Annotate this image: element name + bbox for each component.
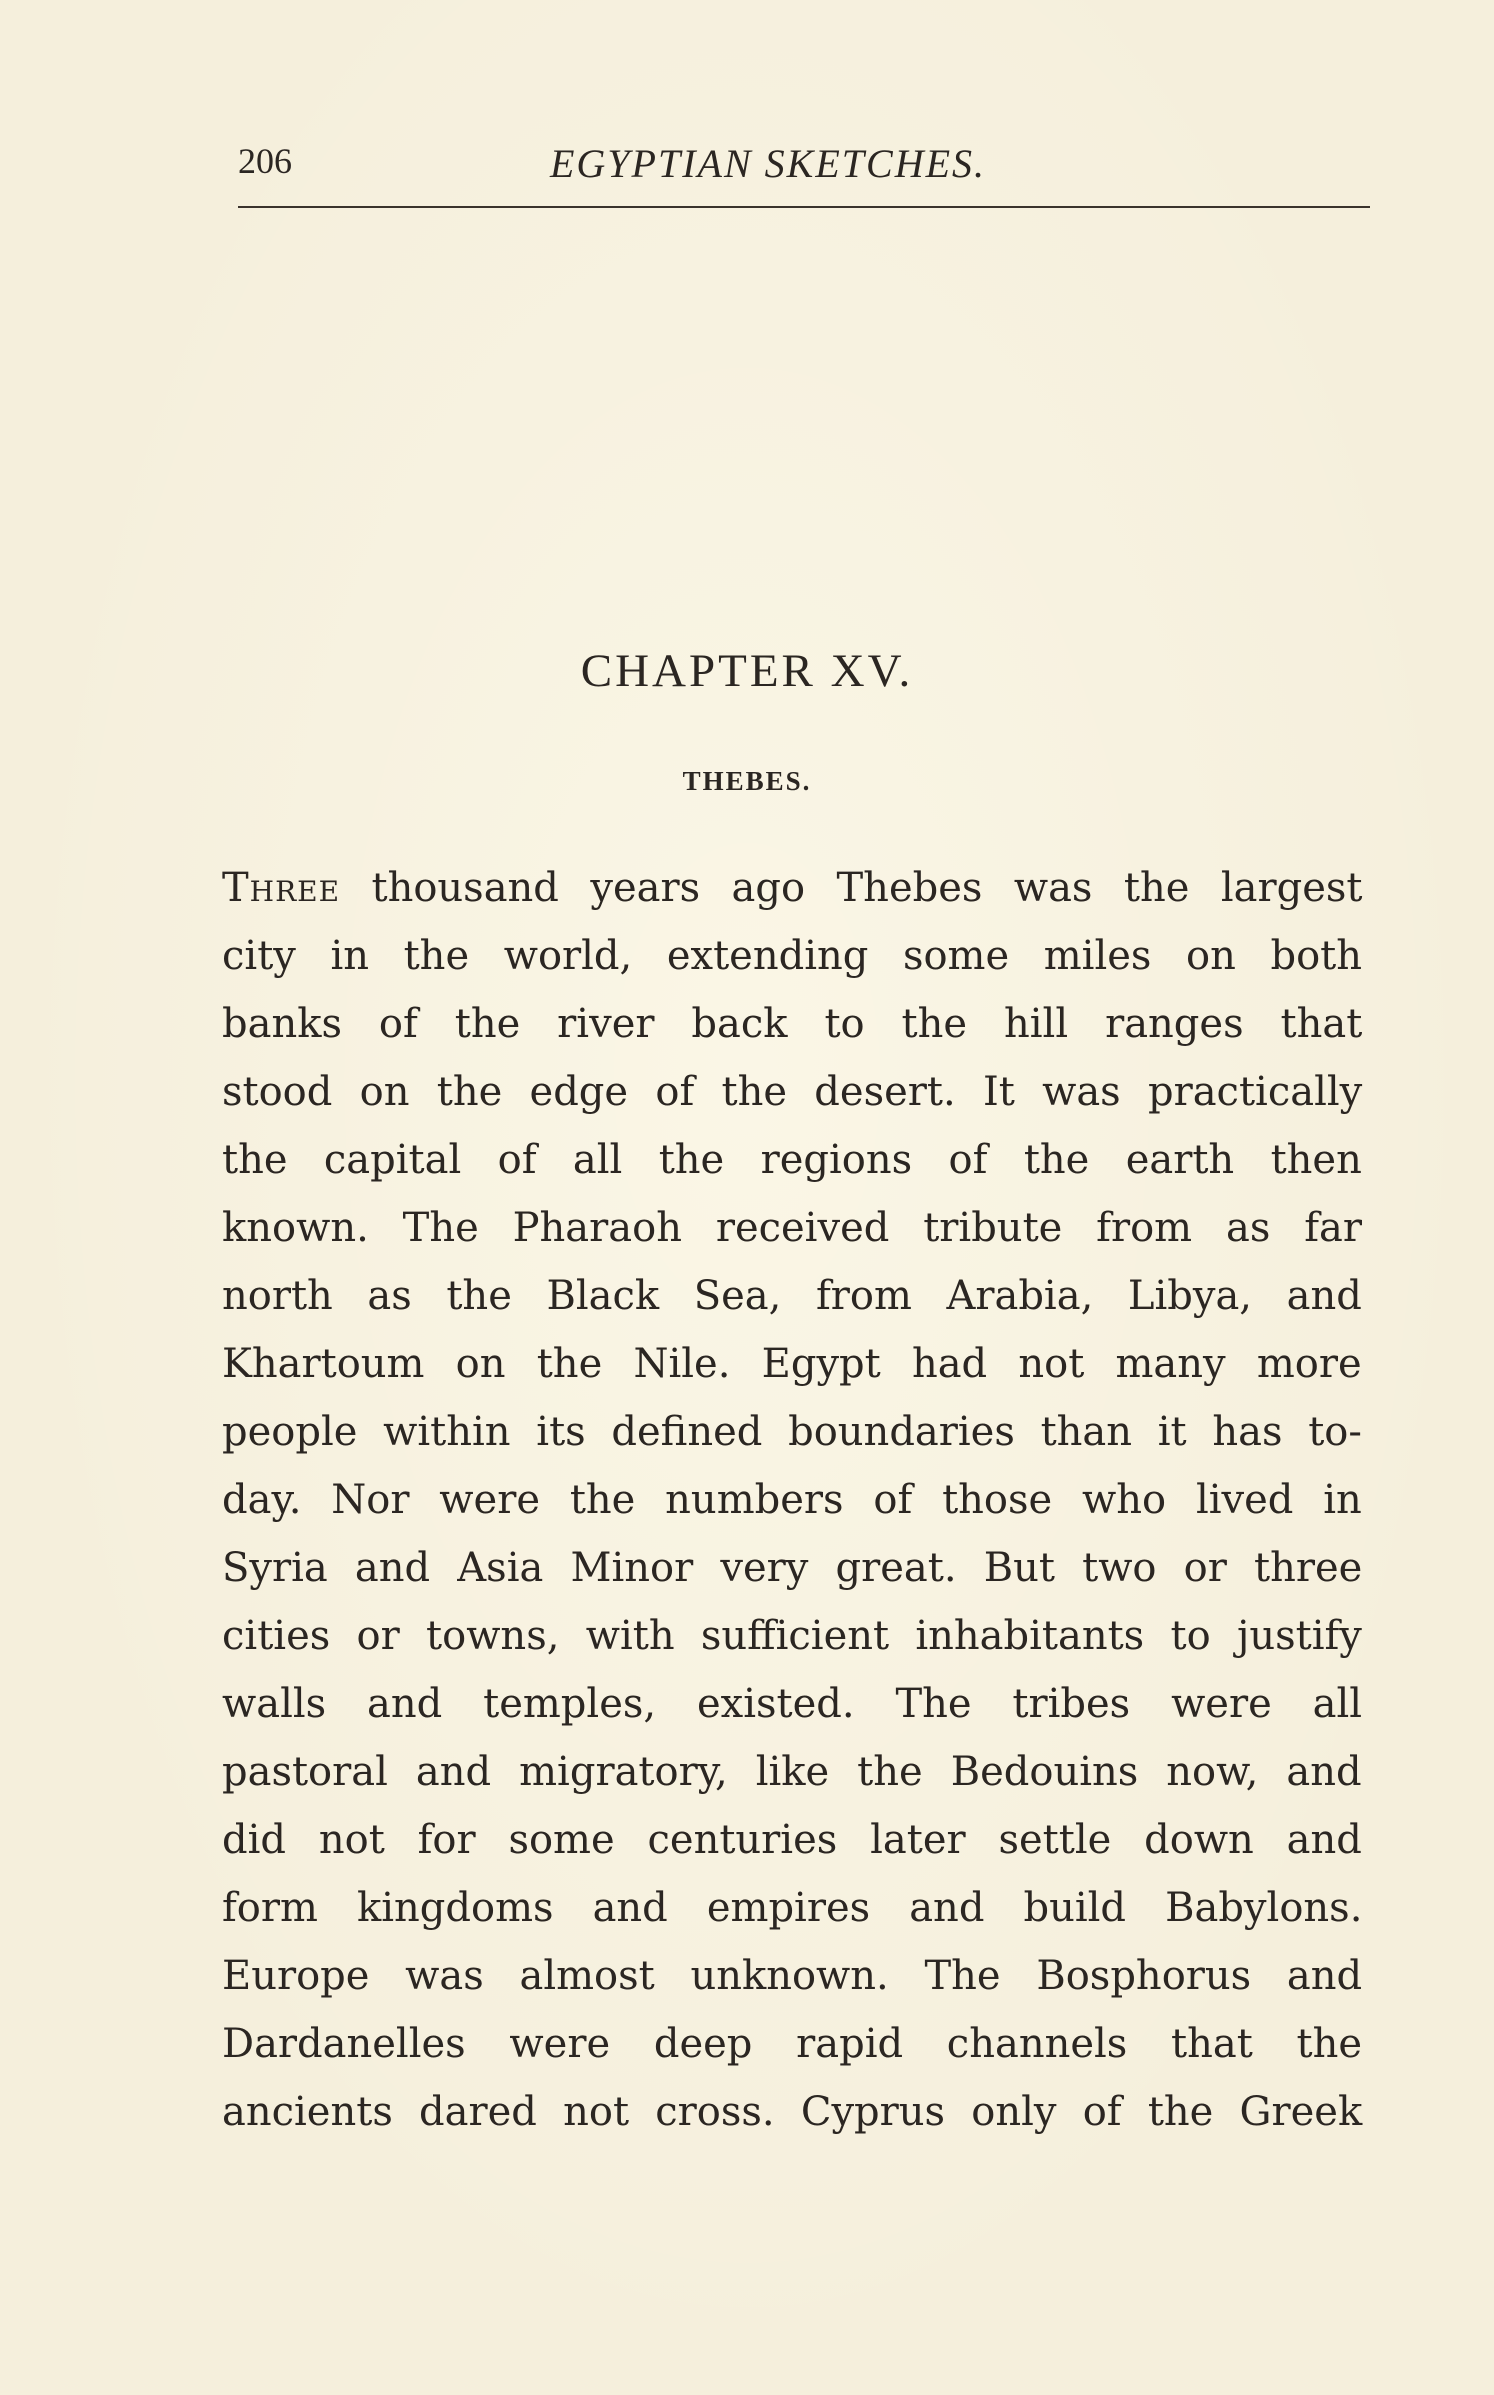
text-line-rest: thousand years ago Thebes was the largest	[340, 865, 1363, 911]
running-title: EGYPTIAN SKETCHES.	[549, 141, 987, 186]
body-text	[222, 854, 1362, 2146]
text-line: Europe was almost unknown. The Bosphorus and	[222, 1953, 1363, 1999]
text-line: city in the world, extending some miles on both	[222, 933, 1362, 979]
text-line: cities or towns, with sufficient inhabitants to justify	[222, 1613, 1362, 1659]
lead-word: Three	[222, 865, 341, 911]
text-line: day. Nor were the numbers of those who lived in	[222, 1477, 1362, 1523]
text-line: walls and temples, existed. The tribes were all	[222, 1681, 1363, 1727]
running-head	[238, 140, 1368, 200]
chapter-heading: CHAPTER XV.	[580, 645, 914, 697]
text-line: pastoral and migratory, like the Bedouins now, and	[222, 1749, 1362, 1795]
text-line: did not for some centuries later settle down and	[222, 1817, 1362, 1863]
text-line: north as the Black Sea, from Arabia, Libya, and	[222, 1273, 1362, 1319]
text-line: Khartoum on the Nile. Egypt had not many more	[222, 1341, 1362, 1387]
text-line: people within its defined boundaries than it has to-	[222, 1409, 1362, 1455]
text-line: Dardanelles were deep rapid channels that the	[222, 2021, 1363, 2067]
header-rule	[238, 206, 1370, 208]
text-line: stood on the edge of the desert. It was practically	[222, 1069, 1363, 1115]
text-line: Syria and Asia Minor very great. But two or three	[222, 1545, 1363, 1591]
text-line: banks of the river back to the hill ranges that	[222, 1001, 1363, 1047]
text-line: ancients dared not cross. Cyprus only of the Greek	[222, 2089, 1363, 2135]
text-line	[222, 854, 1362, 922]
text-line: known. The Pharaoh received tribute from as far	[222, 1205, 1362, 1251]
chapter-title: THEBES.	[682, 766, 812, 796]
text-line: form kingdoms and empires and build Babylons.	[222, 1885, 1363, 1931]
text-line: the capital of all the regions of the earth then	[222, 1137, 1362, 1183]
page-number: 206	[238, 141, 292, 181]
